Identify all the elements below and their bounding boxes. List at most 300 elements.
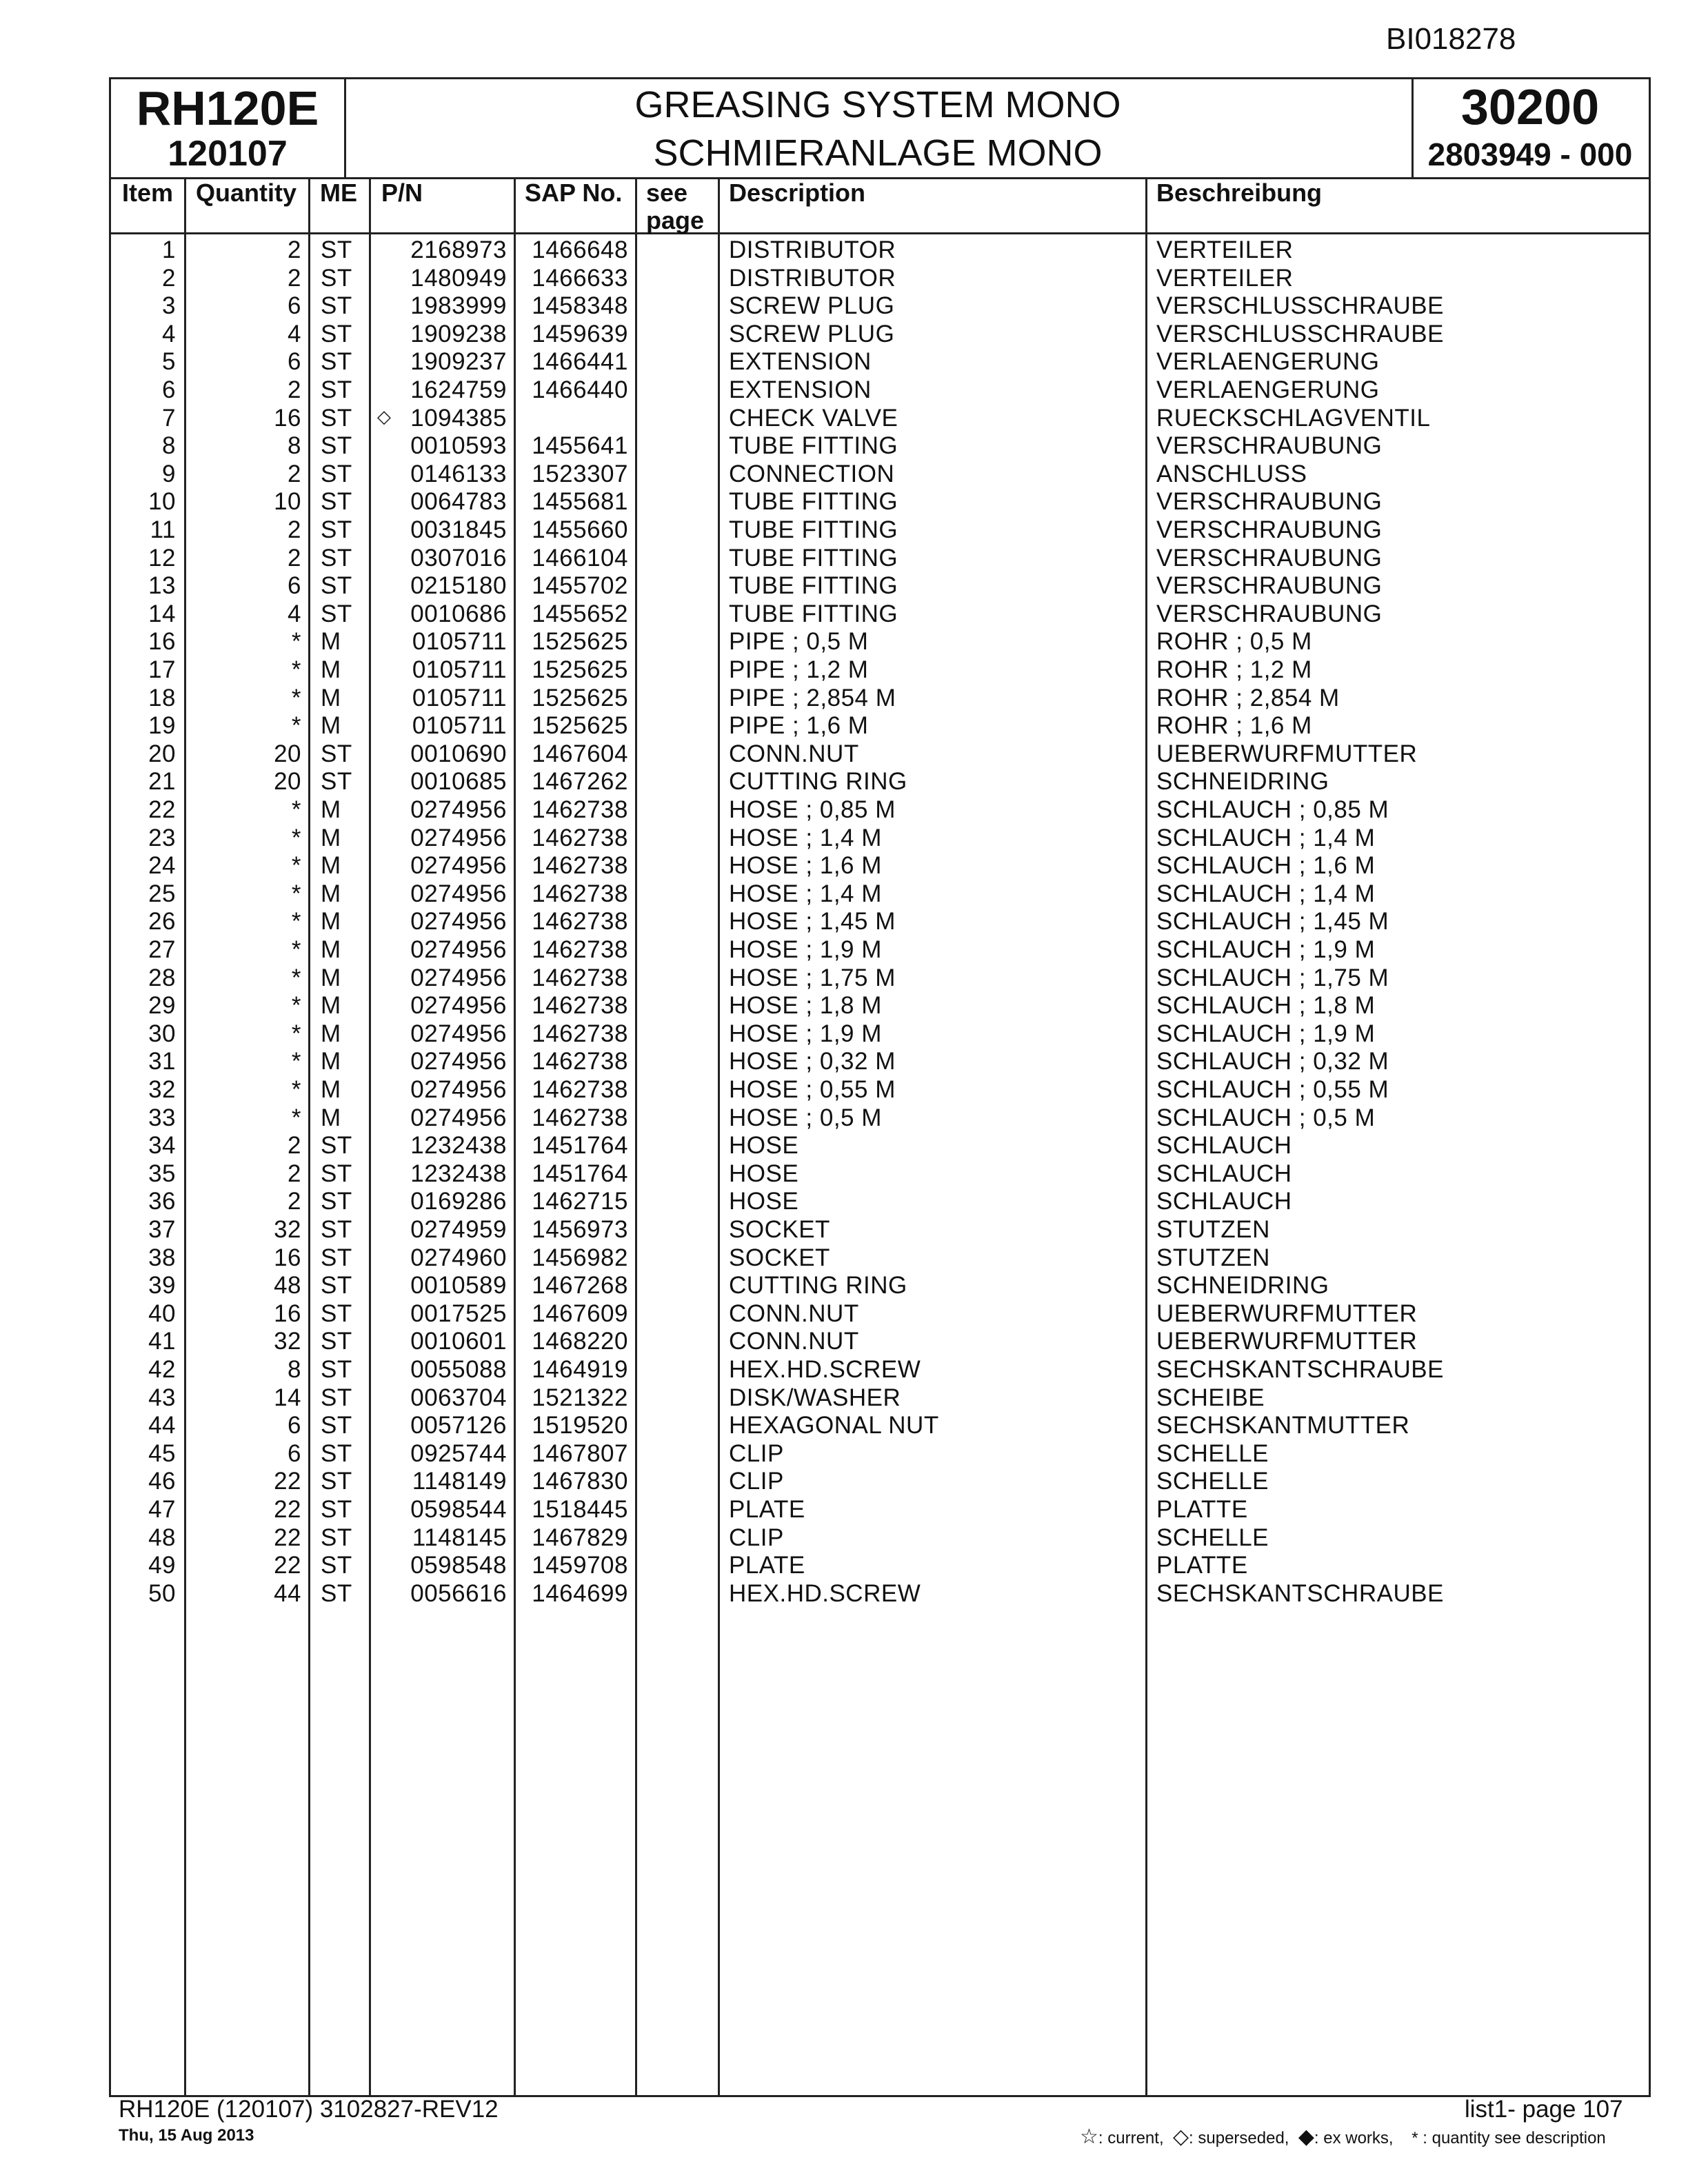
- cell-sap: 1451764: [532, 1132, 628, 1160]
- cell-description: TUBE FITTING: [729, 516, 898, 543]
- cell-pn: 0105711: [412, 684, 507, 711]
- cell-description: CUTTING RING: [729, 768, 907, 796]
- cell-pn: 0063704: [410, 1384, 507, 1411]
- cell-description: TUBE FITTING: [729, 488, 898, 516]
- col-header-pn: P/N: [381, 179, 423, 207]
- cell-beschreibung: VERSCHLUSSCHRAUBE: [1156, 292, 1444, 320]
- legend-quantity: * : quantity see description: [1411, 2129, 1606, 2147]
- cell-me: ST: [321, 1356, 352, 1383]
- cell-beschreibung: SCHLAUCH ; 0,55 M: [1156, 1076, 1389, 1103]
- cell-quantity: 6: [288, 572, 301, 600]
- cell-quantity: 2: [288, 1132, 301, 1160]
- cell-item: 8: [162, 432, 176, 460]
- cell-sap: 1525625: [532, 712, 628, 740]
- cell-beschreibung: SCHLAUCH ; 1,9 M: [1156, 936, 1376, 963]
- document-id: BI018278: [1386, 22, 1516, 56]
- cell-quantity: 20: [274, 740, 301, 767]
- cell-me: ST: [321, 1524, 352, 1551]
- cell-item: 44: [148, 1412, 176, 1439]
- cell-beschreibung: SCHLAUCH ; 1,6 M: [1156, 852, 1376, 880]
- cell-sap: 1467829: [532, 1524, 628, 1551]
- cell-item: 3: [162, 292, 176, 320]
- cell-sap: 1466633: [532, 264, 628, 292]
- cell-quantity: 2: [288, 544, 301, 572]
- cell-pn: 0274956: [410, 992, 507, 1020]
- diamond-outline-icon: ◇: [1172, 2125, 1189, 2148]
- cell-me: ST: [321, 1160, 352, 1187]
- cell-quantity: 22: [274, 1552, 301, 1579]
- cell-sap: 1462738: [532, 796, 628, 823]
- cell-quantity: *: [291, 1048, 301, 1075]
- cell-beschreibung: SECHSKANTMUTTER: [1156, 1412, 1410, 1439]
- cell-beschreibung: RUECKSCHLAGVENTIL: [1156, 404, 1431, 432]
- legend-superseded: : superseded,: [1189, 2129, 1289, 2147]
- cell-quantity: *: [291, 684, 301, 711]
- cell-sap: 1467830: [532, 1468, 628, 1495]
- cell-pn: 0274956: [410, 964, 507, 991]
- cell-me: ST: [321, 404, 352, 432]
- cell-item: 38: [148, 1244, 176, 1271]
- cell-pn: 0010593: [410, 432, 507, 460]
- cell-sap: 1455681: [532, 488, 628, 516]
- cell-pn: 0274959: [410, 1216, 507, 1243]
- cell-description: HOSE ; 1,45 M: [729, 908, 896, 936]
- cell-sap: 1519520: [532, 1412, 628, 1439]
- cell-pn: 1624759: [410, 376, 507, 403]
- cell-quantity: 16: [274, 1244, 301, 1271]
- cell-me: M: [321, 992, 341, 1020]
- cell-me: M: [321, 712, 341, 740]
- cell-beschreibung: SCHLAUCH ; 1,9 M: [1156, 1020, 1376, 1047]
- cell-pn: 0010690: [410, 740, 507, 767]
- cell-pn: 0146133: [410, 460, 507, 487]
- cell-beschreibung: SCHLAUCH: [1156, 1160, 1292, 1187]
- serial-number: 120107: [168, 134, 288, 174]
- cell-me: ST: [321, 740, 352, 767]
- cell-item: 47: [148, 1496, 176, 1523]
- cell-quantity: *: [291, 1104, 301, 1131]
- cell-me: ST: [321, 1384, 352, 1411]
- cell-item: 12: [148, 544, 176, 572]
- group-number: 30200: [1460, 80, 1600, 135]
- cell-sap: 1468220: [532, 1328, 628, 1355]
- cell-pn: 0925744: [410, 1439, 507, 1467]
- cell-sap: 1466104: [532, 544, 628, 572]
- cell-item: 40: [148, 1300, 176, 1327]
- cell-me: ST: [321, 264, 352, 292]
- cell-pn: 0274956: [410, 824, 507, 851]
- cell-item: 5: [162, 348, 176, 376]
- cell-sap: 1462715: [532, 1188, 628, 1215]
- cell-quantity: 32: [274, 1216, 301, 1243]
- cell-quantity: 4: [288, 600, 301, 627]
- cell-pn: 0105711: [412, 712, 507, 740]
- cell-sap: 1462738: [532, 880, 628, 907]
- cell-item: 23: [148, 824, 176, 851]
- cell-description: CONNECTION: [729, 460, 895, 487]
- cell-description: HOSE ; 1,4 M: [729, 880, 882, 907]
- cell-item: 33: [148, 1104, 176, 1131]
- star-outline-icon: ☆: [1080, 2125, 1098, 2148]
- cell-description: HOSE: [729, 1160, 799, 1187]
- cell-sap: 1466648: [532, 236, 628, 263]
- cell-item: 41: [148, 1328, 176, 1355]
- cell-sap: 1455660: [532, 516, 628, 543]
- cell-pn: 0274960: [410, 1244, 507, 1271]
- col-header-me: ME: [320, 179, 357, 207]
- cell-quantity: 6: [288, 1439, 301, 1467]
- cell-item: 21: [148, 768, 176, 796]
- cell-item: 28: [148, 964, 176, 991]
- cell-beschreibung: SCHEIBE: [1156, 1384, 1265, 1411]
- cell-sap: 1523307: [532, 460, 628, 487]
- cell-beschreibung: SCHLAUCH ; 1,75 M: [1156, 964, 1389, 991]
- cell-me: ST: [321, 1552, 352, 1579]
- col-header-page: page: [646, 206, 705, 234]
- cell-pn: 0017525: [410, 1300, 507, 1327]
- cell-sap: 1459708: [532, 1552, 628, 1579]
- cell-item: 30: [148, 1020, 176, 1047]
- cell-quantity: *: [291, 1020, 301, 1047]
- cell-item: 36: [148, 1188, 176, 1215]
- cell-quantity: 2: [288, 516, 301, 543]
- cell-sap: 1467604: [532, 740, 628, 767]
- cell-item: 24: [148, 852, 176, 880]
- cell-quantity: *: [291, 824, 301, 851]
- footer-page-ref: list1- page 107: [1465, 2096, 1623, 2123]
- cell-beschreibung: SCHELLE: [1156, 1468, 1269, 1495]
- cell-beschreibung: VERSCHRAUBUNG: [1156, 488, 1383, 516]
- cell-description: HEX.HD.SCREW: [729, 1356, 921, 1383]
- cell-description: TUBE FITTING: [729, 600, 898, 627]
- cell-sap: 1455641: [532, 432, 628, 460]
- cell-item: 10: [148, 488, 176, 516]
- cell-beschreibung: VERTEILER: [1156, 236, 1294, 263]
- cell-quantity: 2: [288, 264, 301, 292]
- cell-item: 39: [148, 1272, 176, 1300]
- cell-description: SOCKET: [729, 1244, 830, 1271]
- cell-beschreibung: SCHLAUCH: [1156, 1132, 1292, 1160]
- cell-sap: 1455702: [532, 572, 628, 600]
- cell-pn: 0010685: [410, 768, 507, 796]
- cell-pn: 1148145: [412, 1524, 507, 1551]
- cell-description: PIPE ; 2,854 M: [729, 684, 896, 711]
- cell-beschreibung: SCHNEIDRING: [1156, 1272, 1329, 1300]
- cell-me: M: [321, 656, 341, 683]
- cell-beschreibung: SECHSKANTSCHRAUBE: [1156, 1356, 1444, 1383]
- cell-beschreibung: VERLAENGERUNG: [1156, 376, 1380, 403]
- cell-quantity: *: [291, 880, 301, 907]
- cell-description: PLATE: [729, 1496, 805, 1523]
- cell-description: PIPE ; 0,5 M: [729, 628, 869, 656]
- cell-description: EXTENSION: [729, 348, 872, 376]
- cell-pn: 0057126: [410, 1412, 507, 1439]
- cell-description: PIPE ; 1,2 M: [729, 656, 869, 683]
- title-german: SCHMIERANLAGE MONO: [653, 132, 1103, 174]
- cell-me: ST: [321, 348, 352, 376]
- cell-pn: 0598548: [410, 1552, 507, 1579]
- cell-item: 48: [148, 1524, 176, 1551]
- diamond-filled-icon: ◆: [1298, 2125, 1314, 2148]
- cell-description: HEX.HD.SCREW: [729, 1579, 921, 1607]
- cell-item: 37: [148, 1216, 176, 1243]
- cell-item: 19: [148, 712, 176, 740]
- cell-pn: 0274956: [410, 908, 507, 936]
- cell-beschreibung: VERSCHRAUBUNG: [1156, 600, 1383, 627]
- cell-sap: 1462738: [532, 852, 628, 880]
- cell-item: 13: [148, 572, 176, 600]
- cell-beschreibung: SCHLAUCH ; 1,45 M: [1156, 908, 1389, 936]
- cell-beschreibung: VERTEILER: [1156, 264, 1294, 292]
- cell-quantity: *: [291, 656, 301, 683]
- cell-beschreibung: SCHLAUCH ; 1,4 M: [1156, 824, 1376, 851]
- cell-me: M: [321, 628, 341, 656]
- cell-quantity: 22: [274, 1496, 301, 1523]
- col-header-description: Description: [729, 179, 866, 207]
- cell-beschreibung: ROHR ; 1,2 M: [1156, 656, 1312, 683]
- cell-item: 34: [148, 1132, 176, 1160]
- cell-beschreibung: VERSCHRAUBUNG: [1156, 572, 1383, 600]
- cell-quantity: 48: [274, 1272, 301, 1300]
- cell-pn: 0056616: [410, 1579, 507, 1607]
- cell-description: CONN.NUT: [729, 1328, 859, 1355]
- legend-current: : current,: [1098, 2129, 1164, 2147]
- cell-description: CLIP: [729, 1468, 784, 1495]
- cell-quantity: 32: [274, 1328, 301, 1355]
- cell-sap: 1456982: [532, 1244, 628, 1271]
- cell-me: ST: [321, 1272, 352, 1300]
- cell-description: CUTTING RING: [729, 1272, 907, 1300]
- cell-pn: 1983999: [410, 292, 507, 320]
- cell-beschreibung: VERSCHRAUBUNG: [1156, 544, 1383, 572]
- cell-sap: 1456973: [532, 1216, 628, 1243]
- cell-description: CLIP: [729, 1439, 784, 1467]
- cell-pn: 0274956: [410, 852, 507, 880]
- cell-quantity: *: [291, 936, 301, 963]
- cell-item: 17: [148, 656, 176, 683]
- cell-quantity: 6: [288, 292, 301, 320]
- cell-quantity: *: [291, 712, 301, 740]
- cell-me: M: [321, 1020, 341, 1047]
- cell-description: HOSE ; 0,5 M: [729, 1104, 882, 1131]
- cell-quantity: 4: [288, 320, 301, 347]
- cell-pn: 1094385: [410, 404, 507, 432]
- cell-pn: 0169286: [410, 1188, 507, 1215]
- cell-pn: 0010589: [410, 1272, 507, 1300]
- cell-sap: 1518445: [532, 1496, 628, 1523]
- cell-description: SOCKET: [729, 1216, 830, 1243]
- cell-item: 7: [162, 404, 176, 432]
- cell-pn: 1148149: [412, 1468, 507, 1495]
- cell-description: SCREW PLUG: [729, 320, 895, 347]
- cell-pn: 0598544: [410, 1496, 507, 1523]
- cell-quantity: 6: [288, 348, 301, 376]
- cell-sap: 1464699: [532, 1579, 628, 1607]
- cell-beschreibung: SCHLAUCH ; 1,8 M: [1156, 992, 1376, 1020]
- cell-description: PLATE: [729, 1552, 805, 1579]
- cell-me: ST: [321, 768, 352, 796]
- cell-quantity: 6: [288, 1412, 301, 1439]
- cell-sap: 1462738: [532, 1076, 628, 1103]
- cell-description: TUBE FITTING: [729, 544, 898, 572]
- cell-pn: 0274956: [410, 1076, 507, 1103]
- cell-sap: 1525625: [532, 684, 628, 711]
- cell-description: EXTENSION: [729, 376, 872, 403]
- cell-sap: 1521322: [532, 1384, 628, 1411]
- cell-quantity: *: [291, 628, 301, 656]
- cell-me: M: [321, 936, 341, 963]
- footer-legend: [1080, 2125, 1606, 2149]
- cell-pn: 0010601: [410, 1328, 507, 1355]
- cell-item: 46: [148, 1468, 176, 1495]
- cell-item: 43: [148, 1384, 176, 1411]
- cell-item: 18: [148, 684, 176, 711]
- cell-me: ST: [321, 1216, 352, 1243]
- cell-me: ST: [321, 572, 352, 600]
- cell-pn: 0105711: [412, 628, 507, 656]
- cell-beschreibung: UEBERWURFMUTTER: [1156, 740, 1418, 767]
- cell-pn: 0031845: [410, 516, 507, 543]
- cell-quantity: 8: [288, 1356, 301, 1383]
- cell-pn: 0055088: [410, 1356, 507, 1383]
- cell-description: CHECK VALVE: [729, 404, 898, 432]
- cell-item: 26: [148, 908, 176, 936]
- cell-beschreibung: STUTZEN: [1156, 1244, 1270, 1271]
- legend-exworks: : ex works,: [1314, 2129, 1394, 2147]
- cell-sap: 1455652: [532, 600, 628, 627]
- cell-description: HOSE: [729, 1188, 799, 1215]
- cell-pn: 0010686: [410, 600, 507, 627]
- cell-quantity: 2: [288, 1188, 301, 1215]
- cell-me: ST: [321, 600, 352, 627]
- cell-sap: 1462738: [532, 992, 628, 1020]
- cell-sap: 1464919: [532, 1356, 628, 1383]
- cell-sap: 1467609: [532, 1300, 628, 1327]
- cell-pn: 0307016: [410, 544, 507, 572]
- cell-beschreibung: ROHR ; 1,6 M: [1156, 712, 1312, 740]
- cell-description: CONN.NUT: [729, 1300, 859, 1327]
- cell-sap: 1467268: [532, 1272, 628, 1300]
- title-english: GREASING SYSTEM MONO: [634, 84, 1121, 125]
- cell-me: M: [321, 880, 341, 907]
- cell-pn: 0274956: [410, 1048, 507, 1075]
- parts-list-frame: [109, 77, 1651, 2097]
- cell-description: HOSE ; 1,9 M: [729, 936, 882, 963]
- cell-quantity: 20: [274, 768, 301, 796]
- cell-beschreibung: VERLAENGERUNG: [1156, 348, 1380, 376]
- cell-me: ST: [321, 1579, 352, 1607]
- cell-pn: 0274956: [410, 936, 507, 963]
- cell-description: TUBE FITTING: [729, 572, 898, 600]
- cell-me: ST: [321, 460, 352, 487]
- cell-quantity: 16: [274, 1300, 301, 1327]
- cell-description: HOSE ; 0,32 M: [729, 1048, 896, 1075]
- cell-pn: 1232438: [410, 1160, 507, 1187]
- cell-item: 16: [148, 628, 176, 656]
- cell-beschreibung: SCHLAUCH ; 0,5 M: [1156, 1104, 1376, 1131]
- footer-document-ref: RH120E (120107) 3102827-REV12: [119, 2096, 499, 2123]
- cell-me: ST: [321, 320, 352, 347]
- col-header-item: Item: [121, 179, 174, 207]
- cell-quantity: 2: [288, 1160, 301, 1187]
- cell-quantity: *: [291, 796, 301, 823]
- assembly-number: 2803949 - 000: [1427, 136, 1633, 172]
- cell-beschreibung: VERSCHRAUBUNG: [1156, 432, 1383, 460]
- cell-description: HOSE ; 0,55 M: [729, 1076, 896, 1103]
- cell-beschreibung: ROHR ; 2,854 M: [1156, 684, 1340, 711]
- cell-description: PIPE ; 1,6 M: [729, 712, 869, 740]
- cell-pn: 2168973: [410, 236, 507, 263]
- cell-pn: 0274956: [410, 1104, 507, 1131]
- cell-quantity: 14: [274, 1384, 301, 1411]
- cell-item: 25: [148, 880, 176, 907]
- cell-beschreibung: SCHELLE: [1156, 1439, 1269, 1467]
- cell-me: ST: [321, 1300, 352, 1327]
- cell-beschreibung: SCHLAUCH ; 0,85 M: [1156, 796, 1389, 823]
- cell-description: HOSE ; 1,9 M: [729, 1020, 882, 1047]
- cell-description: DISK/WASHER: [729, 1384, 901, 1411]
- cell-pn: 0274956: [410, 1020, 507, 1047]
- cell-sap: 1462738: [532, 824, 628, 851]
- cell-sap: 1458348: [532, 292, 628, 320]
- cell-item: 50: [148, 1579, 176, 1607]
- cell-me: ST: [321, 1244, 352, 1271]
- cell-me: ST: [321, 432, 352, 460]
- cell-sap: 1451764: [532, 1160, 628, 1187]
- cell-item: 4: [162, 320, 176, 347]
- cell-pn: 0215180: [410, 572, 507, 600]
- cell-description: CLIP: [729, 1524, 784, 1551]
- cell-pn: 0064783: [410, 488, 507, 516]
- cell-beschreibung: SCHNEIDRING: [1156, 768, 1329, 796]
- cell-quantity: 44: [274, 1579, 301, 1607]
- col-header-sap: SAP No.: [525, 179, 623, 207]
- cell-pn: 1232438: [410, 1132, 507, 1160]
- cell-me: ST: [321, 236, 352, 263]
- cell-quantity: 2: [288, 376, 301, 403]
- cell-description: HEXAGONAL NUT: [729, 1412, 939, 1439]
- col-header-see: see: [646, 179, 688, 207]
- cell-beschreibung: UEBERWURFMUTTER: [1156, 1328, 1418, 1355]
- cell-me: ST: [321, 488, 352, 516]
- cell-me: ST: [321, 516, 352, 543]
- cell-quantity: *: [291, 908, 301, 936]
- superseded-diamond-icon: ◇: [377, 405, 392, 427]
- cell-description: DISTRIBUTOR: [729, 264, 896, 292]
- cell-beschreibung: SCHLAUCH: [1156, 1188, 1292, 1215]
- cell-item: 27: [148, 936, 176, 963]
- cell-item: 1: [162, 236, 176, 263]
- cell-pn: 0274956: [410, 880, 507, 907]
- cell-sap: 1525625: [532, 656, 628, 683]
- cell-quantity: 8: [288, 432, 301, 460]
- cell-beschreibung: ANSCHLUSS: [1156, 460, 1307, 487]
- cell-sap: 1462738: [532, 1104, 628, 1131]
- cell-sap: 1467262: [532, 768, 628, 796]
- cell-beschreibung: SCHLAUCH ; 1,4 M: [1156, 880, 1376, 907]
- cell-quantity: *: [291, 1076, 301, 1103]
- cell-beschreibung: ROHR ; 0,5 M: [1156, 628, 1312, 656]
- model-name: RH120E: [136, 81, 319, 135]
- cell-me: ST: [321, 1412, 352, 1439]
- cell-me: ST: [321, 1132, 352, 1160]
- cell-me: M: [321, 824, 341, 851]
- cell-me: M: [321, 684, 341, 711]
- cell-me: M: [321, 1076, 341, 1103]
- cell-item: 2: [162, 264, 176, 292]
- cell-me: M: [321, 964, 341, 991]
- cell-description: HOSE ; 1,8 M: [729, 992, 882, 1020]
